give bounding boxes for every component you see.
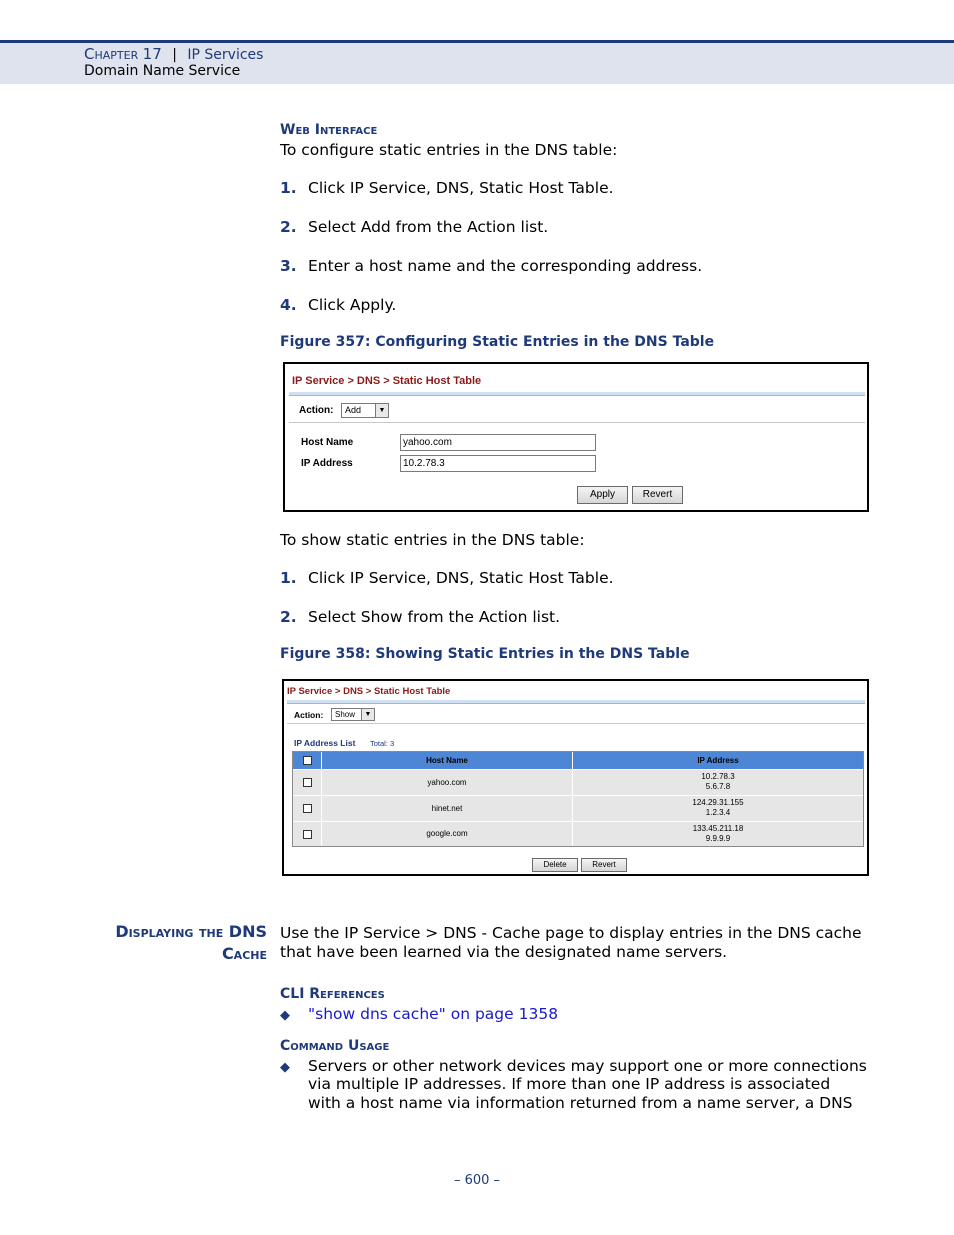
action-select-value: Show (335, 710, 356, 719)
table-row (293, 796, 321, 821)
step-4: 4. Click Apply. (280, 296, 397, 314)
title-rule (289, 392, 865, 396)
cli-reference-item (280, 1005, 558, 1023)
row-host-name: yahoo.com (322, 770, 572, 795)
show-intro: To show static entries in the DNS table: (280, 531, 585, 549)
chevron-down-icon: ▼ (375, 404, 388, 417)
host-name-label: Host Name (301, 437, 354, 448)
row-checkbox[interactable] (303, 830, 312, 839)
chapter-title: IP Services (187, 47, 264, 63)
row-ip-address: 124.29.31.155 1.2.3.4 (573, 796, 863, 821)
column-header-ip-address: IP Address (573, 752, 863, 769)
dns-cache-text-2: that have been learned via the designated name servers. (280, 943, 728, 961)
step-2: 2. Select Add from the Action list. (280, 218, 549, 236)
diamond-bullet-icon: ◆ (280, 1008, 290, 1023)
show-step-2: 2. Select Show from the Action list. (280, 608, 561, 626)
web-interface-intro: To configure static entries in the DNS table: (280, 141, 618, 159)
apply-button[interactable]: Apply (577, 486, 628, 504)
host-table (292, 751, 864, 847)
row-checkbox[interactable] (303, 778, 312, 787)
action-label: Action: (294, 710, 324, 720)
divider (287, 723, 865, 724)
figure-358-caption: Figure 358: Showing Static Entries in the DNS Table (280, 646, 690, 662)
table-row (293, 770, 321, 795)
row-ip-address: 10.2.78.3 5.6.7.8 (573, 770, 863, 795)
revert-button[interactable]: Revert (581, 858, 627, 872)
dns-cache-side-heading-2: Cache (221, 944, 267, 963)
breadcrumb: IP Service > DNS > Static Host Table (287, 686, 451, 697)
action-select[interactable] (331, 708, 375, 721)
row-host-name: hinet.net (322, 796, 572, 821)
chapter-number: 17 (142, 45, 162, 63)
diamond-bullet-icon: ◆ (280, 1060, 290, 1075)
row-host-name: google.com (322, 822, 572, 846)
section-title: Domain Name Service (84, 63, 241, 79)
header-checkbox-cell (293, 752, 321, 769)
action-select[interactable] (341, 403, 389, 418)
step-1: 1. Click IP Service, DNS, Static Host Table. (280, 179, 614, 197)
total-count: Total: 3 (370, 739, 395, 748)
command-usage-heading: Command Usage (280, 1038, 390, 1054)
row-ip-address: 133.45.211.18 9.9.9.9 (573, 822, 863, 846)
select-all-checkbox[interactable] (303, 756, 312, 765)
command-usage-line-3: with a host name via information returned from a name server, a DNS (308, 1094, 853, 1112)
action-select-value: Add (345, 405, 362, 415)
ip-address-label: IP Address (301, 458, 353, 469)
dns-cache-side-heading-1: Displaying the DNS (115, 922, 267, 941)
chapter-separator: | (172, 47, 177, 63)
figure-358-screenshot (282, 679, 869, 876)
command-usage-item: ◆ Servers or other network devices may support one or more connections (280, 1057, 867, 1075)
revert-button[interactable]: Revert (632, 486, 683, 504)
row-checkbox[interactable] (303, 804, 312, 813)
chevron-down-icon: ▼ (361, 709, 374, 720)
table-row (293, 822, 321, 846)
divider (289, 422, 865, 423)
web-interface-heading: Web Interface (280, 122, 378, 138)
breadcrumb: IP Service > DNS > Static Host Table (292, 375, 482, 387)
title-rule (287, 700, 865, 704)
step-3: 3. Enter a host name and the corresponding address. (280, 257, 703, 275)
figure-357-screenshot (283, 362, 869, 512)
host-name-input[interactable]: yahoo.com (400, 434, 596, 451)
cli-references-heading: CLI References (280, 986, 385, 1002)
ip-address-list-title: IP Address List (294, 738, 356, 748)
figure-357-caption: Figure 357: Configuring Static Entries in the DNS Table (280, 334, 715, 350)
ip-address-input[interactable]: 10.2.78.3 (400, 455, 596, 472)
page-number: – 600 – (453, 1173, 501, 1188)
cli-reference-link[interactable]: "show dns cache" on page 1358 (308, 1005, 559, 1023)
command-usage-line-2: via multiple IP addresses. If more than one IP address is associated (308, 1075, 831, 1093)
column-header-host-name: Host Name (322, 752, 572, 769)
show-step-1: 1. Click IP Service, DNS, Static Host Table. (280, 569, 614, 587)
dns-cache-text-1: Use the IP Service > DNS - Cache page to display entries in the DNS cache (280, 924, 862, 942)
chapter-line (84, 45, 263, 63)
chapter-word: Chapter (84, 45, 139, 63)
action-label: Action: (299, 405, 334, 416)
delete-button[interactable]: Delete (532, 858, 578, 872)
